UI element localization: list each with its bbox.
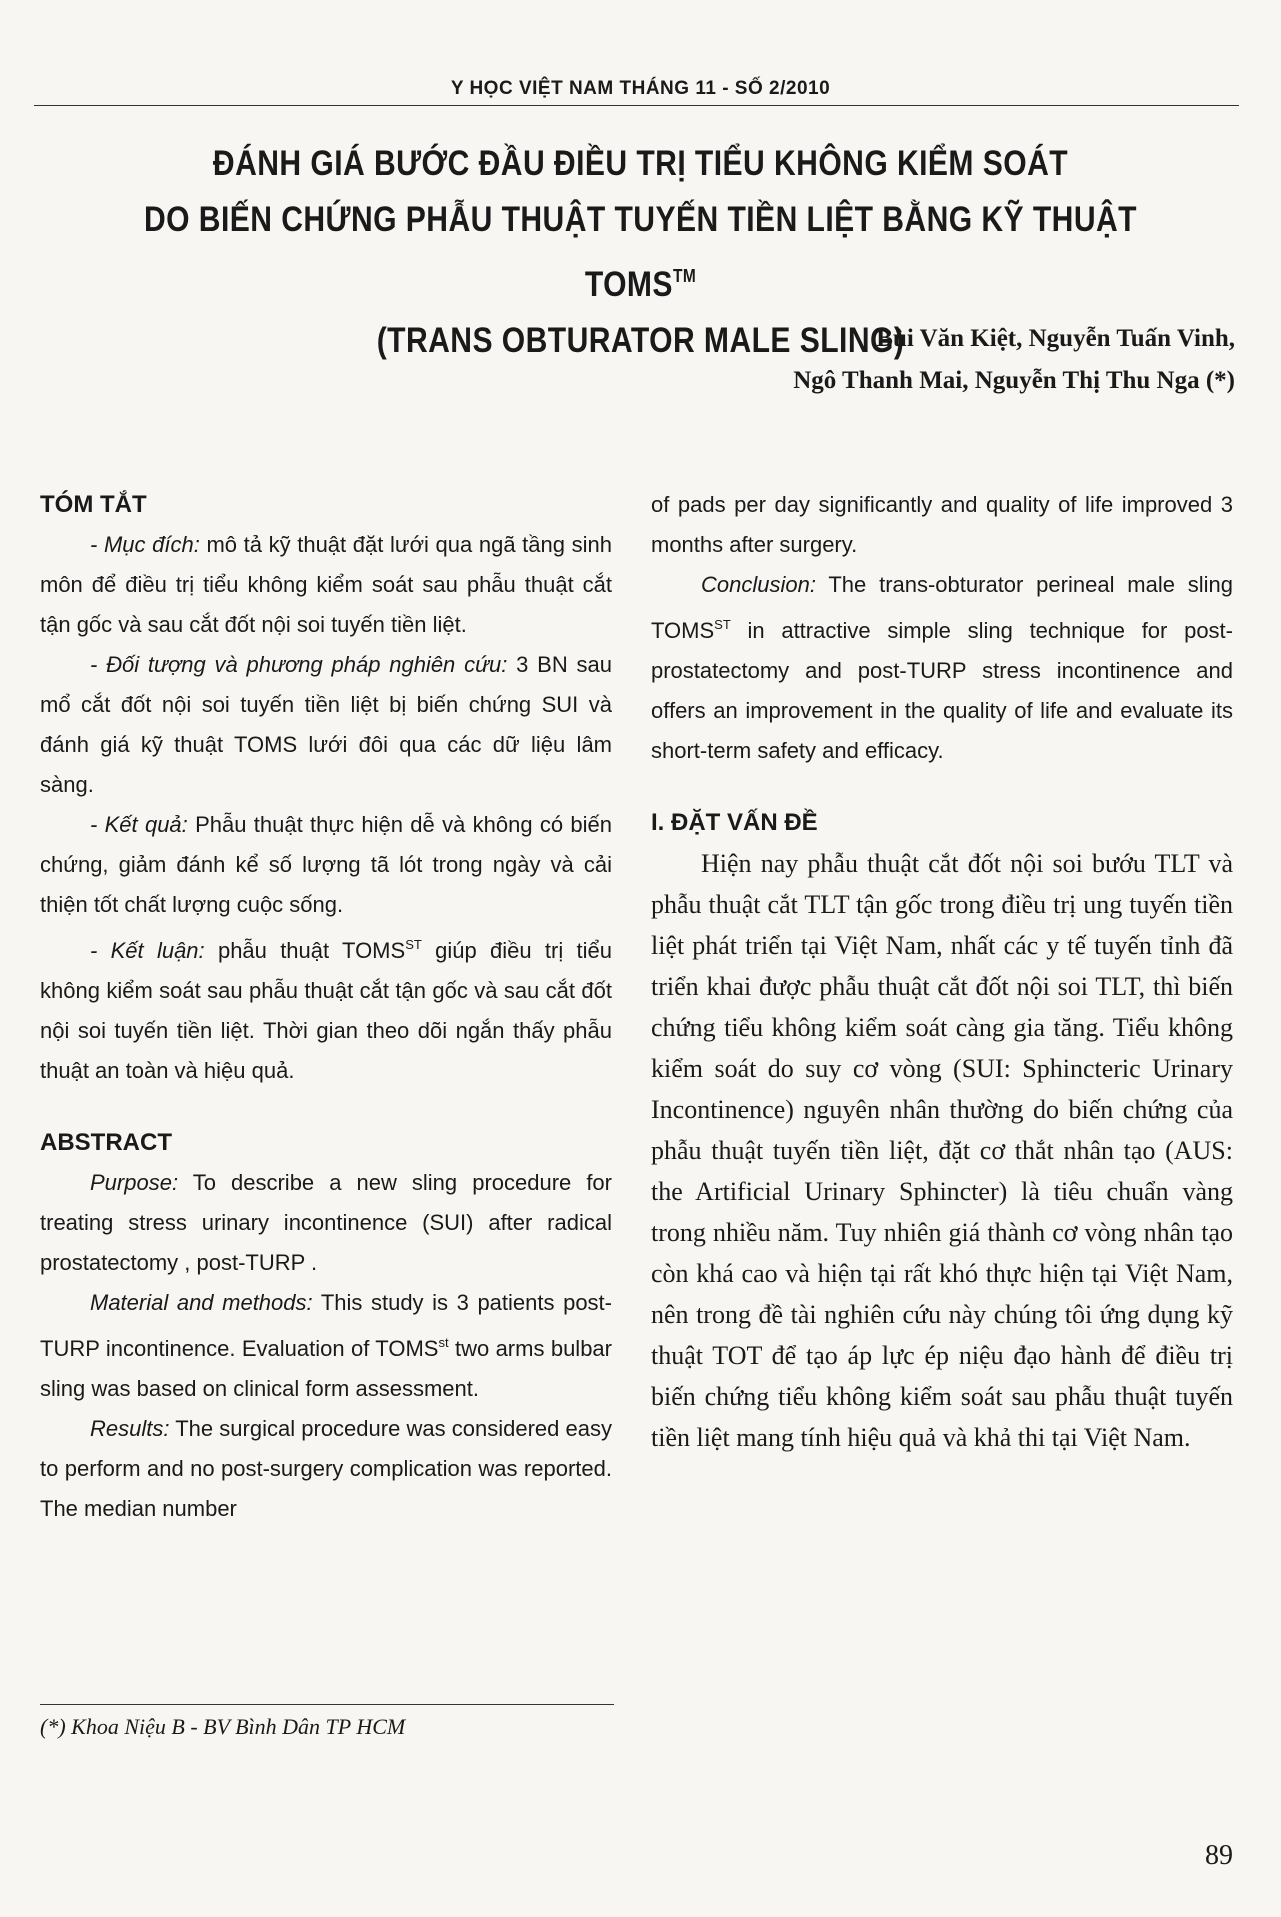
abstract-heading: ABSTRACT: [40, 1129, 172, 1156]
text: Phẫu thuật thực hiện dễ và không có biến chứng, giảm đánh kể số lượng tã lót trong ngày và cải thiện tốt chất lượng cuộc sống.: [40, 812, 612, 917]
text: two arms bulbar sling was based on clinical form assessment.: [40, 1336, 612, 1401]
text: 3 BN sau mổ cắt đốt nội soi tuyến tiền liệt bị biến chứng SUI và đánh giá kỹ thuật TOMS lưới đôi qua các dữ liệu lâm sàng.: [40, 652, 612, 797]
text: giúp điều trị tiểu không kiểm soát sau phẫu thuật cắt tận gốc và sau cắt đốt nội soi tuyến tiền liệt. Thời gian theo dõi ngắn thấy phẫu thuật an toàn và hiệu quả.: [40, 938, 612, 1083]
title-line-3: (TRANS OBTURATOR MALE SLING): [376, 321, 905, 360]
sup: st: [438, 1335, 449, 1350]
trademark-sup: TM: [672, 266, 697, 286]
text: The trans-obturator perineal male sling TOMS: [651, 572, 1233, 643]
label: - Kết luận:: [90, 938, 205, 963]
label: Purpose:: [90, 1170, 179, 1195]
tom-tat-methods: [40, 645, 612, 805]
section-1-heading: I. ĐẶT VẤN ĐỀ: [651, 809, 818, 836]
abstract-results: [40, 1409, 612, 1529]
tom-tat-results: [40, 805, 612, 925]
tom-tat-heading: TÓM TẮT: [40, 491, 147, 518]
text: This study is 3 patients post-TURP incontinence. Evaluation of TOMS: [40, 1290, 612, 1361]
running-header: Y HỌC VIỆT NAM THÁNG 11 - SỐ 2/2010: [450, 78, 831, 99]
title-line-2: [141, 192, 1139, 313]
label: Results:: [90, 1416, 170, 1441]
header-rule: [34, 105, 1239, 106]
authors: [435, 318, 1235, 402]
tom-tat-conclusion: [40, 925, 612, 1091]
label: - Kết quả:: [90, 812, 188, 837]
label: Conclusion:: [701, 572, 816, 597]
abstract-purpose: [40, 1163, 612, 1283]
right-column: [651, 485, 1233, 1458]
text: mô tả kỹ thuật đặt lưới qua ngã tầng sinh môn để điều trị tiểu không kiểm soát sau phẫu thuật cắt tận gốc và sau cắt đốt nội soi tuyến tiền liệt.: [40, 532, 612, 637]
authors-line-1: Bùi Văn Kiệt, Nguyễn Tuấn Vinh,: [876, 325, 1235, 352]
text: The surgical procedure was considered easy to perform and no post-surgery complication was reported. The median number: [40, 1416, 612, 1521]
page-number: 89: [1205, 1840, 1233, 1871]
text: phẫu thuật TOMS: [204, 938, 406, 963]
title-line-2-text: DO BIẾN CHỨNG PHẪU THUẬT TUYẾN TIỀN LIỆT BẰNG KỸ THUẬT TOMS: [143, 200, 1137, 304]
label: - Đối tượng và phương pháp nghiên cứu:: [90, 652, 508, 677]
text: To describe a new sling procedure for treating stress urinary incontinence (SUI) after radical prostatectomy , post-TURP .: [40, 1170, 612, 1275]
title-line-1: ĐÁNH GIÁ BƯỚC ĐẦU ĐIỀU TRỊ TIỂU KHÔNG KIỂM SOÁT: [212, 144, 1069, 183]
label: Material and methods:: [90, 1290, 313, 1315]
abstract-results-continued: of pads per day significantly and quality of life improved 3 months after surgery.: [651, 492, 1233, 557]
abstract-conclusion: [651, 565, 1233, 771]
label: - Mục đích:: [90, 532, 200, 557]
text: in attractive simple sling technique for post-prostatectomy and post-TURP stress incontinence and offers an improvement in the quality of life and evaluate its short-term safety and efficacy.: [651, 618, 1233, 763]
authors-line-2: Ngô Thanh Mai, Nguyễn Thị Thu Nga (*): [793, 367, 1235, 394]
footnote-rule: [40, 1704, 614, 1705]
section-1-paragraph: Hiện nay phẫu thuật cắt đốt nội soi bướu TLT và phẫu thuật cắt TLT tận gốc trong điều trị ung tuyến tiền liệt phát triển tại Việt Nam, nhất các y tế tuyến tỉnh đã triển khai được phẫu thuật cắt đốt nội soi TLT, thì biến chứng tiểu không kiểm soát càng gia tăng. Tiểu không kiểm soát do suy cơ vòng (SUI: Sphincteric Urinary Incontinence) nguyên nhân thường do biến chứng của phẫu thuật tuyến tiền liệt, đặt cơ thắt nhân tạo (AUS: the Artificial Urinary Sphincter) là tiêu chuẩn vàng trong nhiều năm. Tuy nhiên giá thành cơ vòng nhân tạo còn khá cao và hiện tại rất khó thực hiện tại Việt Nam, nên trong đề tài nghiên cứu này chúng tôi ứng dụng kỹ thuật TOT để tạo áp lực ép niệu đạo hành để điều trị biến chứng tiểu không kiểm soát sau phẫu thuật tuyến tiền liệt mang tính hiệu quả và khả thi tại Việt Nam.: [651, 849, 1233, 1452]
abstract-methods: [40, 1283, 612, 1409]
sup: ST: [405, 937, 422, 952]
left-column: [40, 485, 612, 1529]
sup: ST: [714, 617, 731, 632]
section-1-body: [651, 843, 1233, 1458]
tom-tat-purpose: [40, 525, 612, 645]
footnote: (*) Khoa Niệu B - BV Bình Dân TP HCM: [40, 1714, 406, 1739]
